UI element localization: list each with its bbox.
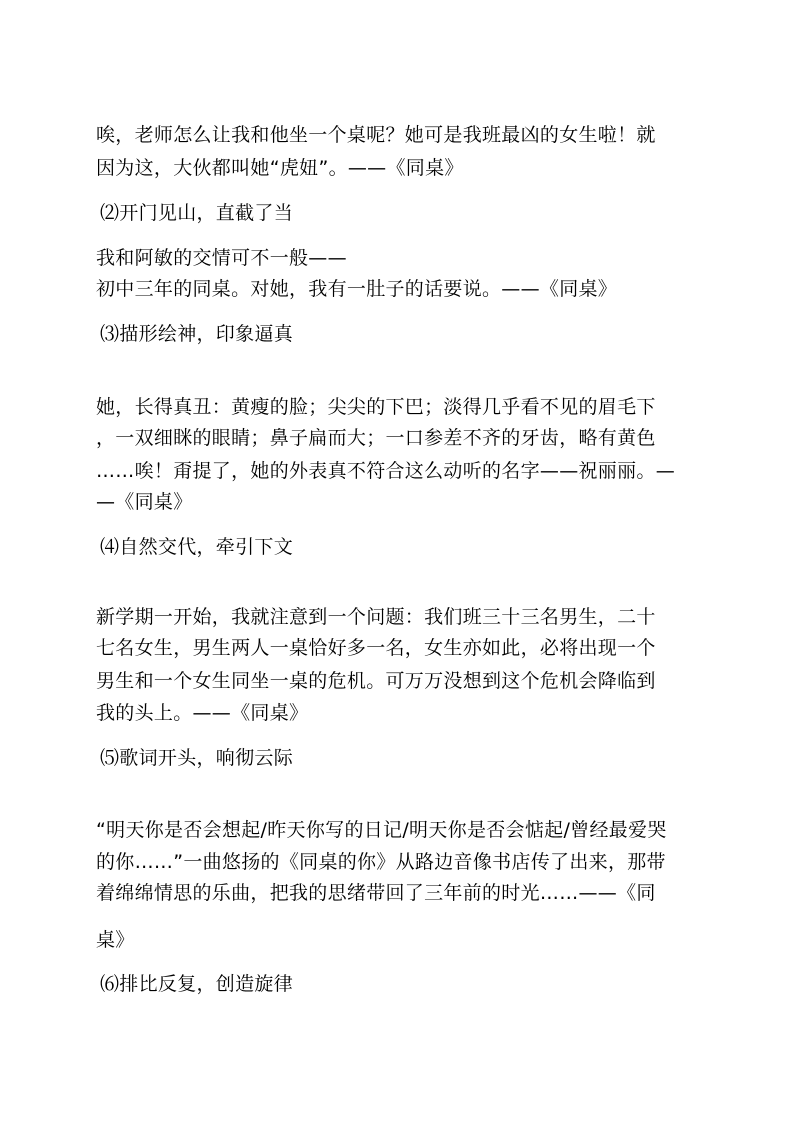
text-line: 我的头上。——《同桌》 <box>96 702 309 724</box>
text-line: 桌》 <box>96 929 135 951</box>
text-line: 着绵绵情思的乐曲，把我的思绪带回了三年前的时光……——《同 <box>96 882 656 904</box>
section-heading-2: ⑵开门见山，直截了当 <box>100 202 294 224</box>
text-line: 七名女生，男生两人一桌恰好多一名，女生亦如此，必将出现一个 <box>96 637 656 659</box>
text-line: 男生和一个女生同坐一桌的危机。可万万没想到这个危机会降临到 <box>96 670 656 692</box>
text-line: 新学期一开始，我就注意到一个问题：我们班三十三名男生，二十 <box>96 606 656 628</box>
text-line: 唉，老师怎么让我和他坐一个桌呢？她可是我班最凶的女生啦！就 <box>96 124 656 146</box>
text-line: ……唉！甭提了，她的外表真不符合这么动听的名字——祝丽丽。— <box>96 460 676 482</box>
text-line: 她，长得真丑：黄瘦的脸；尖尖的下巴；淡得几乎看不见的眉毛下 <box>96 396 656 418</box>
text-line: ，一双细眯的眼睛；鼻子扁而大；一口参差不齐的牙齿，略有黄色 <box>96 427 656 449</box>
text-line: 因为这，大伙都叫她“虎妞”。——《同桌》 <box>96 157 464 179</box>
section-heading-4: ⑷自然交代，牵引下文 <box>100 536 294 558</box>
text-line: “明天你是否会想起/昨天你写的日记/明天你是否会惦起/曾经最爱哭 <box>96 819 667 841</box>
text-line: 我和阿敏的交情可不一般—— <box>96 247 347 269</box>
text-line: —《同桌》 <box>96 491 193 513</box>
text-line: 初中三年的同桌。对她，我有一肚子的话要说。——《同桌》 <box>96 278 618 300</box>
section-heading-6: ⑹排比反复，创造旋律 <box>100 973 294 995</box>
text-line: 的你……”一曲悠扬的《同桌的你》从路边音像书店传了出来，那带 <box>96 851 666 873</box>
section-heading-3: ⑶描形绘神，印象逼真 <box>100 323 294 345</box>
section-heading-5: ⑸歌词开头，响彻云际 <box>100 747 294 769</box>
